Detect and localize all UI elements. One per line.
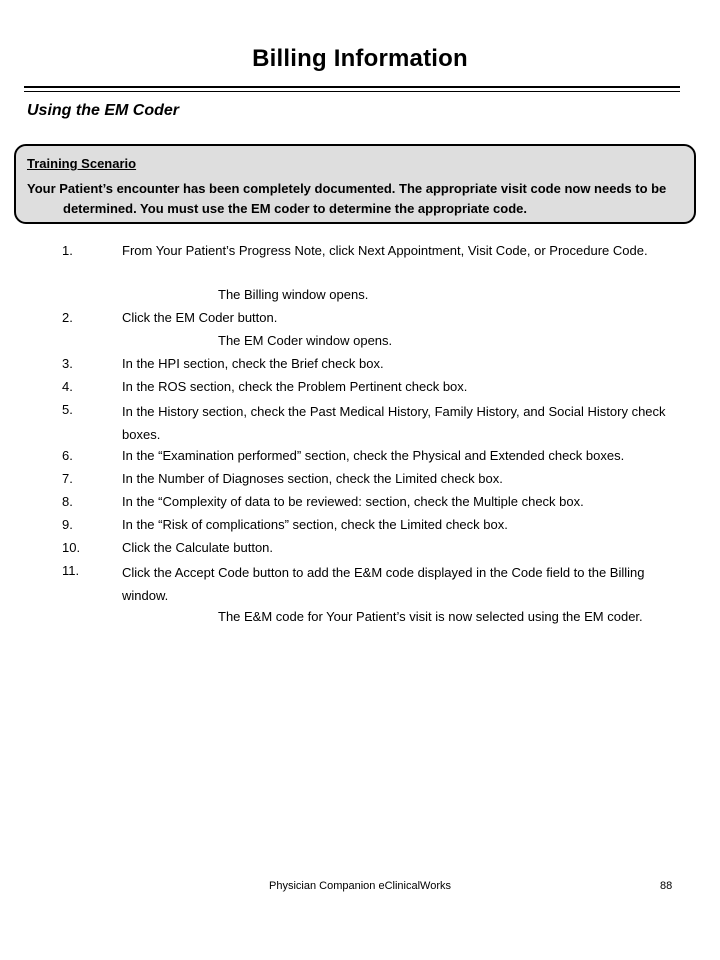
- step-10: [0, 538, 720, 561]
- step-number: 11.: [62, 563, 80, 578]
- step-2-result: The EM Coder window opens.: [218, 333, 393, 348]
- step-9: [0, 515, 720, 538]
- step-5: [0, 400, 720, 446]
- step-7: [0, 469, 720, 492]
- step-text: In the “Complexity of data to be reviewed: section, check the Multiple check box.: [122, 494, 584, 509]
- section-heading: Using the EM Coder: [27, 102, 180, 119]
- step-number: 9.: [62, 517, 73, 532]
- step-number: 10.: [62, 540, 81, 555]
- step-4: [0, 377, 720, 400]
- step-number: 2.: [62, 310, 73, 325]
- step-number: 1.: [62, 243, 73, 258]
- step-8: [0, 492, 720, 515]
- page-number: 88: [660, 880, 673, 892]
- step-text: Click the EM Coder button.: [122, 310, 278, 325]
- step-3: [0, 354, 720, 377]
- scenario-title: Training Scenario: [27, 156, 137, 171]
- step-text: In the HPI section, check the Brief check box.: [122, 356, 384, 371]
- step-text: In the “Examination performed” section, check the Physical and Extended check boxes.: [122, 448, 625, 463]
- footer-text: Physician Companion eClinicalWorks: [269, 880, 451, 892]
- scenario-text: Your Patient’s encounter has been completely documented. The appropriate visit code now needs to be determined. You must use the EM coder to determine the appropriate code.: [27, 181, 667, 216]
- steps-list: [0, 241, 720, 627]
- title-rule: [24, 86, 680, 88]
- step-1: [0, 241, 720, 285]
- step-6: [0, 446, 720, 469]
- step-text: From Your Patient’s Progress Note, click Next Appointment, Visit Code, or Procedure Code.: [122, 243, 648, 258]
- step-text: In the History section, check the Past Medical History, Family History, and Social History check boxes.: [122, 404, 666, 442]
- page-title: Billing Information: [252, 45, 468, 72]
- step-text: Click the Accept Code button to add the E&M code displayed in the Code field to the Billing window.: [122, 565, 645, 603]
- step-text: In the Number of Diagnoses section, check the Limited check box.: [122, 471, 503, 486]
- step-number: 6.: [62, 448, 73, 463]
- step-number: 3.: [62, 356, 73, 371]
- step-11: [0, 561, 720, 607]
- step-text: In the “Risk of complications” section, check the Limited check box.: [122, 517, 508, 532]
- step-11-result: The E&M code for Your Patient’s visit is now selected using the EM coder.: [218, 609, 643, 624]
- step-number: 8.: [62, 494, 73, 509]
- step-1-result: The Billing window opens.: [218, 287, 369, 302]
- step-number: 4.: [62, 379, 73, 394]
- step-number: 7.: [62, 471, 73, 486]
- title-rule-thin: [24, 91, 680, 92]
- step-2: [0, 308, 720, 331]
- step-text: In the ROS section, check the Problem Pertinent check box.: [122, 379, 468, 394]
- step-text: Click the Calculate button.: [122, 540, 274, 555]
- step-number: 5.: [62, 402, 73, 417]
